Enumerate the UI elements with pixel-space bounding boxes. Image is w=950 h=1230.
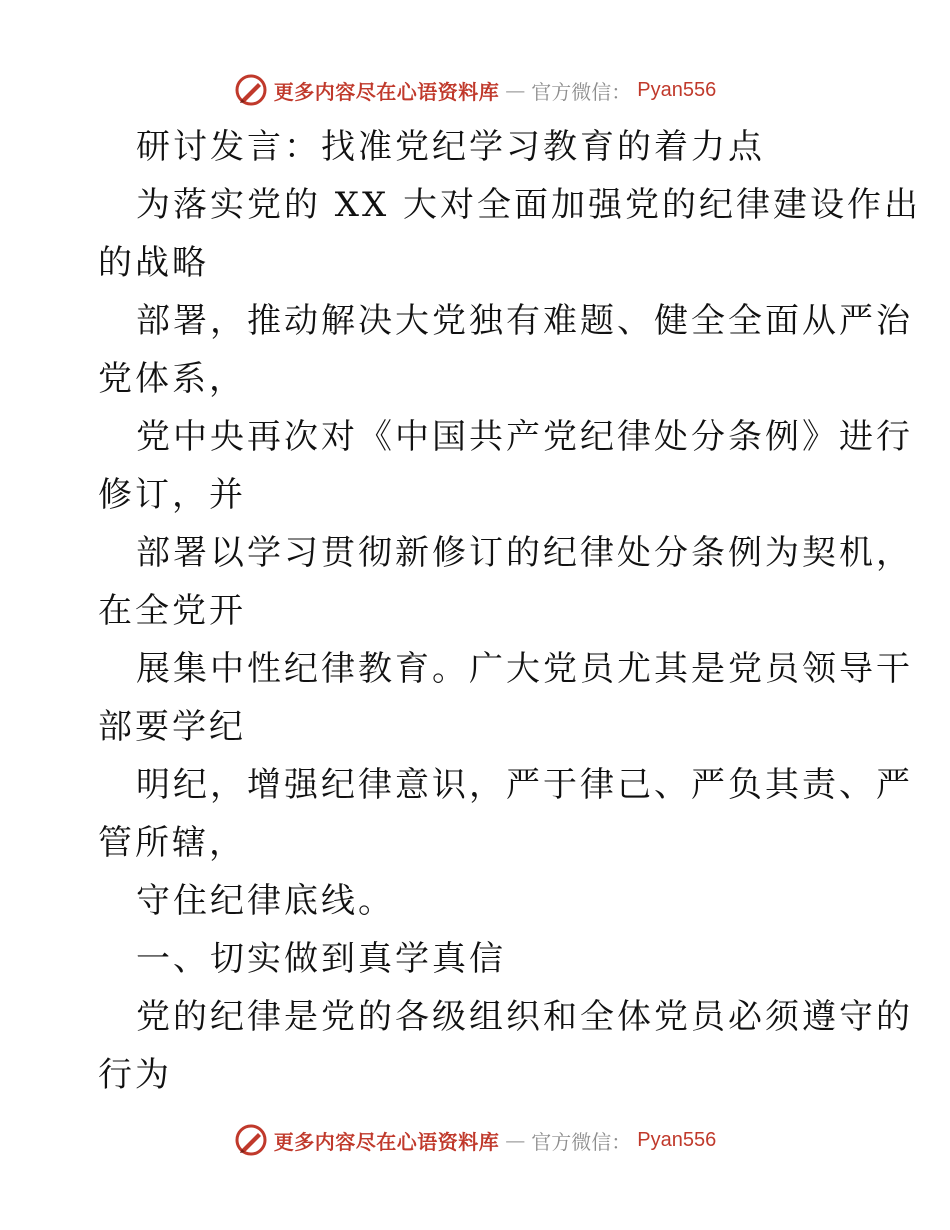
header-banner — [0, 70, 950, 110]
paragraph-line: 管所辖， — [98, 823, 246, 863]
footer-banner — [0, 1120, 950, 1160]
pen-logo-icon — [234, 73, 268, 107]
paragraph-line: 部要学纪 — [98, 707, 246, 747]
paragraph-line: 党的纪律是党的各级组织和全体党员必须遵守的 — [136, 997, 913, 1037]
paragraph-line: 的战略 — [98, 243, 209, 283]
banner-dash: — — [505, 78, 526, 102]
banner-dash: — — [505, 1128, 526, 1152]
banner-text: 更多内容尽在心语资料库 — [273, 1129, 500, 1154]
paragraph-line: 为落实党的 XX 大对全面加强党的纪律建设作出 — [136, 185, 922, 225]
banner-wechat-label: 官方微信： — [531, 1129, 632, 1154]
banner-wechat-id: Pyan556 — [637, 78, 717, 101]
paragraph-line: 党中央再次对《中国共产党纪律处分条例》进行 — [136, 417, 913, 457]
banner-text: 更多内容尽在心语资料库 — [273, 79, 500, 104]
document-body — [98, 118, 922, 1104]
paragraph-line: 明纪，增强纪律意识，严于律己、严负其责、严 — [136, 765, 913, 805]
pen-logo-icon — [234, 1123, 268, 1157]
paragraph-line: 行为 — [98, 1055, 172, 1095]
paragraph-line: 展集中性纪律教育。广大党员尤其是党员领导干 — [136, 649, 913, 689]
paragraph-line: 守住纪律底线。 — [136, 881, 395, 921]
paragraph-line: 修订，并 — [98, 475, 246, 515]
paragraph-line: 在全党开 — [98, 591, 246, 631]
doc-title: 研讨发言：找准党纪学习教育的着力点 — [136, 127, 765, 167]
paragraph-line: 部署以学习贯彻新修订的纪律处分条例为契机， — [136, 533, 913, 573]
banner-wechat-label: 官方微信： — [531, 79, 632, 104]
paragraph-line: 党体系， — [98, 359, 246, 399]
banner-wechat-id: Pyan556 — [637, 1128, 717, 1151]
paragraph-line: 部署，推动解决大党独有难题、健全全面从严治 — [136, 301, 913, 341]
section-heading: 一、切实做到真学真信 — [136, 939, 506, 979]
